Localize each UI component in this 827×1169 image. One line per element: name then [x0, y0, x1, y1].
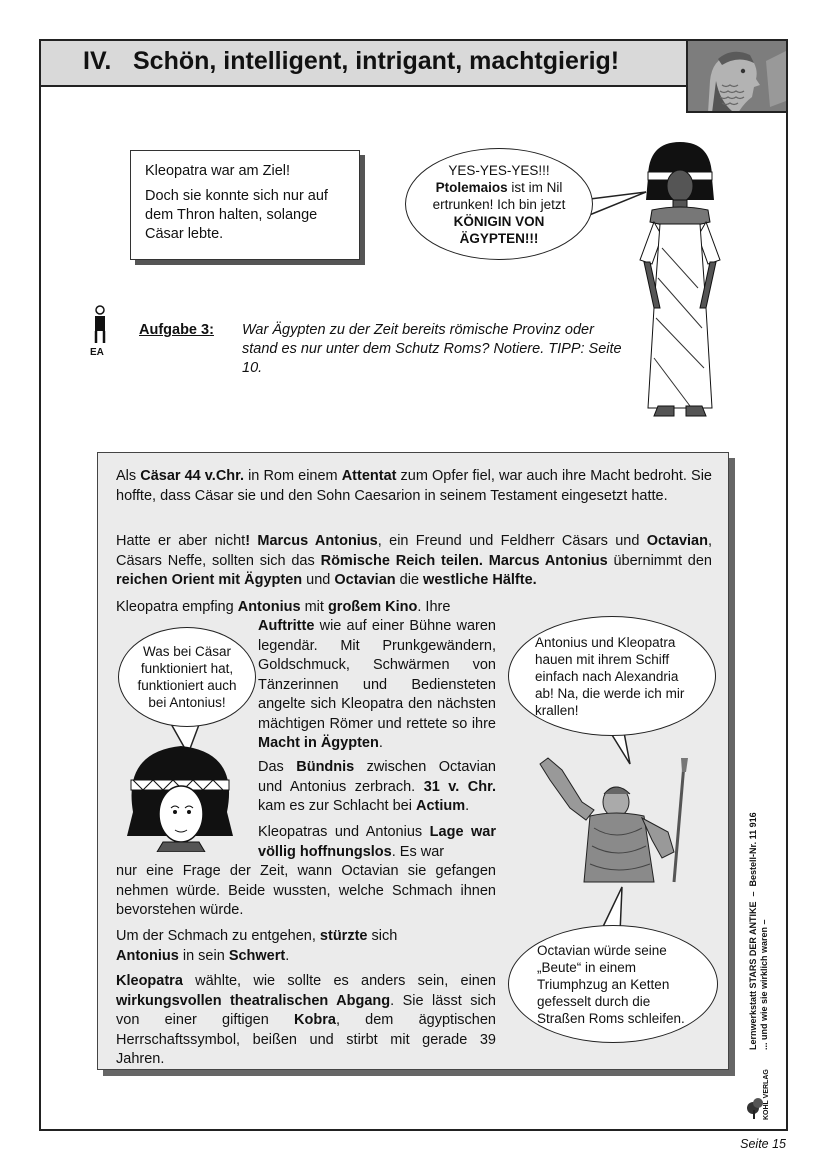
main-paragraph-5b: nur eine Frage der Zeit, wann Octavian sie gefangen nehmen würde. Beide wussten, welche Schmach ihnen bevorstehen würde.	[116, 863, 496, 918]
p6-b5: Schwert	[228, 947, 286, 964]
p1-b1: Cäsar 44 v.Chr.	[140, 468, 245, 484]
p4-t2: zwischen Octavian und Antonius zerbrach.	[258, 759, 496, 795]
octavian-statue-illustration	[534, 754, 714, 884]
task-text: War Ägypten zu der Zeit bereits römische Provinz oder stand es nur unter dem Schutz Roms? Notiere. TIPP: Seite 10.	[242, 322, 622, 376]
bubble-top-line1: YES-YES-YES!!!	[448, 162, 550, 178]
p1-b3: Attentat	[341, 468, 397, 484]
speech-bubble-octavian-1: Antonius und Kleopatra hauen mit ihrem Schiff einfach nach Alexandria ab! Na, die werde ich mir krallen!	[508, 616, 716, 736]
kleopatra-figure-illustration	[630, 138, 730, 423]
info-line-1: Kleopatra war am Ziel!	[145, 163, 291, 179]
ea-label: EA	[90, 347, 104, 358]
p2-t6: übernimmt den	[607, 552, 713, 569]
p5a-t2: . Es war	[391, 843, 445, 860]
p3b-b2: Macht in Ägypten	[258, 735, 379, 751]
kohl-verlag-logo	[745, 1069, 777, 1120]
p2-t0: Hatte er aber nicht	[116, 533, 246, 549]
p6-b1: stürzte	[319, 928, 368, 944]
p6-t4: in sein	[178, 947, 229, 964]
task-row	[88, 305, 648, 376]
main-paragraph-3a	[116, 598, 496, 618]
p2-b7: reichen Orient mit Ägypten	[116, 572, 303, 588]
speech-bubble-kleopatra-top	[405, 148, 593, 260]
p4-t4: kam es zur Schlacht bei	[258, 798, 416, 814]
p4-t6: .	[465, 798, 470, 814]
p2-b9: Octavian	[334, 572, 396, 588]
chapter-title-text: Schön, intelligent, intrigant, machtgierig!	[133, 47, 620, 75]
p2-t4: , Cäsars Neffe, sollten sich das	[116, 533, 712, 569]
p7-b2: wirkungsvollen theatralischen Abgang	[116, 992, 391, 1009]
side-text-line1: Lernwerkstatt STARS DER ANTIKE	[748, 901, 758, 1050]
p4-t0: Das	[258, 759, 297, 775]
p3a-t0: Kleopatra empfing	[116, 599, 238, 615]
chapter-header	[41, 41, 686, 87]
p1-t2: in Rom einem	[244, 468, 342, 484]
p1-t0: Als	[116, 468, 141, 484]
p1-t4: zum Opfer fiel, war auch ihre Macht bedroht. Sie hoffte, dass Cäsar sie und den Sohn Caesarion in seinem Testament eingesetzt hatte.	[116, 468, 712, 504]
p4-b5: Actium	[415, 798, 466, 814]
p3a-b3: großem Kino	[327, 599, 418, 615]
p2-t8: und	[302, 572, 335, 588]
p2-b3: Octavian	[646, 533, 708, 549]
speech-bubble-octavian-2: Octavian würde seine „Beute“ in einem Triumphzug an Ketten gefesselt durch die Straßen Roms schleifen.	[508, 925, 718, 1043]
main-paragraph-7	[116, 972, 496, 1070]
main-paragraph-2	[116, 532, 712, 591]
p6-t0: Um der Schmach zu entgehen,	[116, 928, 320, 944]
p3a-b1: Antonius	[237, 599, 301, 615]
p7-t5: , dem ägyptischen Herrschaftssymbol, beißen und stirbt mit gerade 39 Jahren.	[116, 1012, 496, 1067]
p6-b3: Antonius	[116, 947, 179, 964]
p5a-b1: Lage war völlig hoffnungslos	[258, 824, 497, 860]
p4-b1: Bündnis	[296, 759, 355, 775]
side-text-line2: ... und wie sie wirklich waren –	[759, 919, 769, 1050]
logo-text: KOHL VERLAG	[763, 1069, 770, 1120]
chapter-number: IV.	[83, 47, 112, 75]
p4-b3: 31 v. Chr.	[423, 778, 496, 795]
p2-b11: westliche Hälfte.	[423, 572, 537, 588]
assyrian-relief-image	[686, 41, 786, 113]
main-paragraph-6	[116, 927, 416, 966]
p7-b4: Kobra	[294, 1012, 336, 1028]
p5a-t0: Kleopatras und Antonius	[258, 824, 430, 840]
publisher-side-text: Lernwerkstatt STARS DER ANTIKE – Bestell-Nr. 11 916 ... und wie sie wirklich waren –	[748, 812, 769, 1050]
p7-t3: . Sie lässt sich von einer giftigen	[116, 992, 496, 1028]
p3b-t3: .	[378, 735, 383, 751]
p2-t10: die	[395, 572, 424, 588]
task-label-text: Aufgabe 3	[139, 322, 210, 338]
person-icon	[92, 305, 108, 345]
p6-t2: sich	[367, 928, 398, 944]
main-paragraph-1	[116, 467, 712, 506]
kleopatra-head-illustration	[113, 742, 248, 852]
chapter-title	[83, 47, 619, 76]
p3b-b0: Auftritte	[258, 618, 315, 634]
p2-b5: Römische Reich teilen. Marcus Antonius	[320, 552, 608, 569]
page-number: Seite 15	[740, 1137, 786, 1151]
main-paragraph-5a	[258, 823, 496, 862]
bubble-top-bold: KÖNIGIN VON ÄGYPTEN!!!	[453, 213, 545, 246]
p6-t6: .	[285, 947, 290, 964]
bubble-top-middle: ist im Nil ertrunken! Ich bin jetzt	[432, 179, 566, 212]
p2-t2: , ein Freund und Feldherr Cäsars und	[377, 533, 647, 549]
side-text-order: Bestell-Nr. 11 916	[748, 812, 758, 887]
main-paragraph-3b	[258, 617, 496, 754]
p3a-t4: . Ihre	[417, 599, 451, 615]
p3b-t1: wie auf einer Bühne waren legendär. Mit Prunkgewändern, Goldschmuck, Schwärmen von Tänzerinnen und Bediensteten angelte sich Kleopatra den nächsten mächtigen Römer und rettete so ihre	[258, 618, 496, 732]
task-colon: :	[209, 322, 214, 338]
info-box	[130, 150, 360, 260]
info-line-2: Doch sie konnte sich nur auf dem Thron halten, solange Cäsar lebte.	[145, 188, 328, 242]
task-label	[139, 322, 214, 338]
speech-bubble-kleopatra-head: Was bei Cäsar funktioniert hat, funktioniert auch bei Antonius!	[118, 627, 256, 727]
p2-b1: ! Marcus Antonius	[245, 533, 378, 549]
bubble-top-name: Ptolemaios	[435, 179, 508, 195]
p7-b0: Kleopatra	[116, 973, 183, 989]
main-paragraph-4	[258, 758, 496, 817]
p7-t1: wählte, wie sollte es anders sein, einen	[182, 973, 496, 989]
p3a-t2: mit	[300, 599, 328, 615]
